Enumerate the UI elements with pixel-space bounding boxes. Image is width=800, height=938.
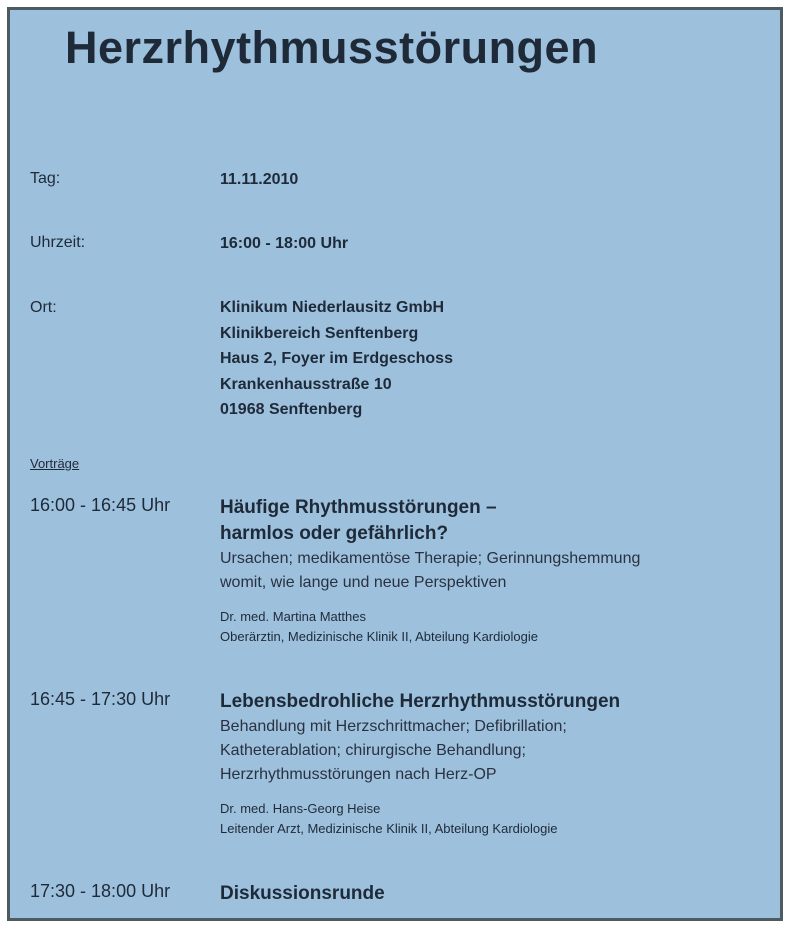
talk-time: 16:45 - 17:30 Uhr xyxy=(30,689,171,709)
location-label: Ort: xyxy=(30,299,57,316)
speaker-role: Oberärztin, Medizinische Klinik II, Abteilung Kardiologie xyxy=(220,629,538,644)
talk-description: Katheterablation; chirurgische Behandlung; xyxy=(220,742,526,759)
location-line: Krankenhausstraße 10 xyxy=(220,375,392,393)
date-label: Tag: xyxy=(30,170,61,187)
date-value: 11.11.2010 xyxy=(220,171,299,188)
talk-description: womit, wie lange und neue Perspektiven xyxy=(220,574,507,591)
talk-title: Lebensbedrohliche Herzrhythmusstörungen xyxy=(220,691,621,712)
talk-title: Diskussionsrunde xyxy=(220,883,385,904)
talk-description: Ursachen; medikamentöse Therapie; Gerinnungshemmung xyxy=(220,550,641,567)
talk-title: Häufige Rhythmusstörungen – xyxy=(220,497,497,518)
location-line: Klinikum Niederlausitz GmbH xyxy=(220,299,445,316)
section-heading: Vorträge xyxy=(30,456,80,471)
speaker-role: Leitender Arzt, Medizinische Klinik II, Abteilung Kardiologie xyxy=(220,821,558,836)
talk-description: Behandlung mit Herzschrittmacher; Defibrillation; xyxy=(220,718,567,735)
location-value xyxy=(220,295,453,423)
location-line: 01968 Senftenberg xyxy=(220,401,363,418)
page-title: Herzrhythmusstörungen xyxy=(65,22,599,73)
talk-time: 16:00 - 16:45 Uhr xyxy=(30,495,171,515)
location-line: Klinikbereich Senftenberg xyxy=(220,324,419,342)
time-value: 16:00 - 18:00 Uhr xyxy=(220,235,349,252)
event-flyer xyxy=(7,7,783,921)
talk-time: 17:30 - 18:00 Uhr xyxy=(30,881,171,901)
talk-title: harmlos oder gefährlich? xyxy=(220,523,449,544)
speaker-name: Dr. med. Martina Matthes xyxy=(220,609,366,624)
time-label: Uhrzeit: xyxy=(30,234,86,251)
location-line: Haus 2, Foyer im Erdgeschoss xyxy=(220,350,453,367)
speaker-name: Dr. med. Hans-Georg Heise xyxy=(220,801,381,816)
talk-description: Herzrhythmusstörungen nach Herz-OP xyxy=(220,766,497,783)
